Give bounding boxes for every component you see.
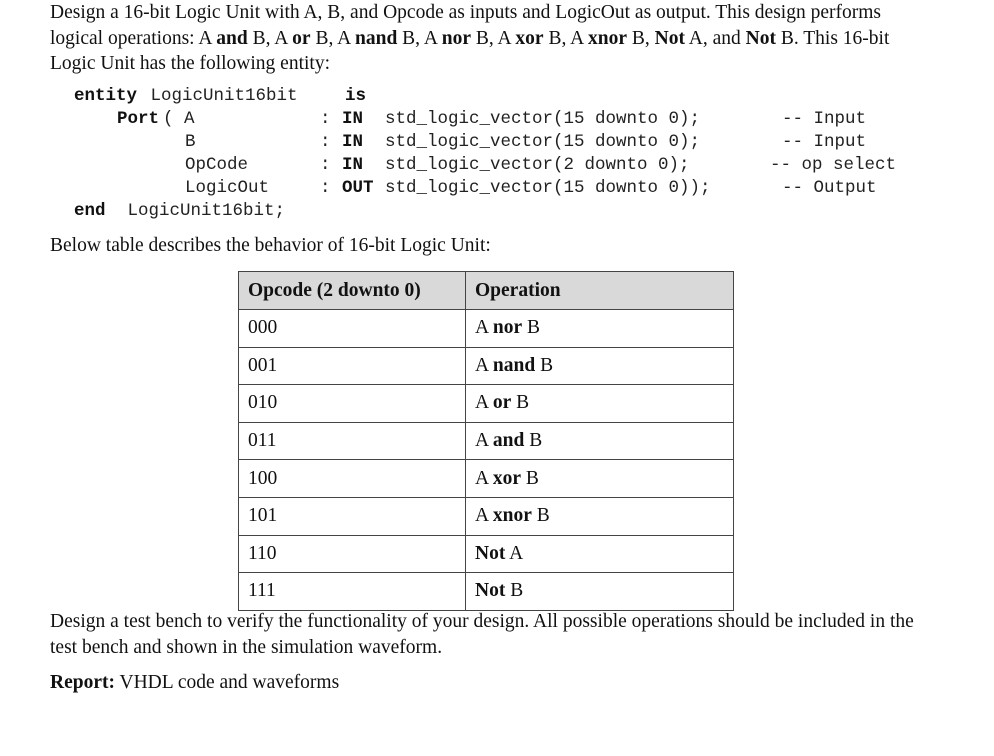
keyword-or: or [292,27,311,49]
code-colon: : [320,155,331,175]
table-header-row [239,272,734,310]
code-port-a: ( A [163,109,195,129]
code-keyword-is: is [345,86,367,106]
intro-text-4: B, A [397,27,442,49]
vhdl-entity-code [0,0,994,230]
code-comment-logicout: -- Output [782,178,877,198]
opcode-cell: 010 [239,385,466,423]
opcode-cell: 110 [239,535,466,573]
opcode-cell: 111 [239,573,466,611]
intro-text-2: B, A [247,27,293,49]
code-keyword-entity: entity [74,86,138,106]
code-type-logicout: std_logic_vector(15 downto 0)); [385,178,711,198]
table-row [239,497,734,535]
code-dir-a: IN [342,109,364,129]
intro-text-9: B. This 16-bit Logic Unit has the following entity: [50,27,890,74]
code-keyword-end: end [74,201,106,221]
keyword-nand: nand [355,27,398,49]
code-type-a: std_logic_vector(15 downto 0); [385,109,701,129]
operation-cell: Not A [466,535,734,573]
header-operation: Operation [466,272,734,310]
table-row [239,535,734,573]
keyword-not-b: Not [745,27,776,49]
keyword-xnor: xnor [588,27,628,49]
code-colon: : [320,132,331,152]
operation-cell: A nor B [466,310,734,348]
operation-cell: Not B [466,573,734,611]
intro-text-8: A, and [684,27,746,49]
keyword-nor: nor [441,27,471,49]
code-comment-b: -- Input [782,132,867,152]
code-dir-logicout: OUT [342,178,374,198]
code-port-b: B [185,132,196,152]
opcode-cell: 101 [239,497,466,535]
code-end-name: LogicUnit16bit; [117,201,286,221]
code-entity-name: LogicUnit16bit [140,86,309,106]
code-colon: : [320,109,331,129]
keyword-not-a: Not [654,27,685,49]
opcode-cell: 011 [239,422,466,460]
table-row [239,310,734,348]
intro-text-5: B, A [470,27,516,49]
intro-text-1: Design a 16-bit Logic Unit with A, B, and Opcode as inputs and LogicOut as output. This design performs logical operations: A [50,2,881,49]
table-row [239,422,734,460]
operation-cell: A xnor B [466,497,734,535]
operation-cell: A and B [466,422,734,460]
table-row [239,385,734,423]
opcode-cell: 001 [239,347,466,385]
table-row [239,347,734,385]
report-label: Report: [50,672,115,693]
operation-cell: A or B [466,385,734,423]
opcode-cell: 000 [239,310,466,348]
code-colon: : [320,178,331,198]
code-dir-opcode: IN [342,155,364,175]
testbench-paragraph: Design a test bench to verify the functionality of your design. All possible operations should be included in the test bench and shown in the simulation waveform. [50,611,914,658]
header-opcode: Opcode (2 downto 0) [239,272,466,310]
intro-text-7: B, [627,27,655,49]
code-port-opcode: OpCode [185,155,249,175]
code-type-b: std_logic_vector(15 downto 0); [385,132,701,152]
table-intro: Below table describes the behavior of 16-bit Logic Unit: [50,235,491,256]
code-comment-opcode: -- op select [770,155,897,175]
code-keyword-port: Port [117,109,160,129]
operation-cell: A xor B [466,460,734,498]
code-dir-b: IN [342,132,364,152]
operation-cell: A nand B [466,347,734,385]
code-type-opcode: std_logic_vector(2 downto 0); [385,155,690,175]
report-line [50,672,339,694]
code-comment-a: -- Input [782,109,867,129]
opcode-cell: 100 [239,460,466,498]
code-port-logicout: LogicOut [185,178,270,198]
table-row [239,460,734,498]
intro-text-6: B, A [543,27,589,49]
keyword-xor: xor [515,27,544,49]
intro-text-3: B, A [310,27,355,49]
keyword-and: and [216,27,248,49]
opcode-table [238,271,734,611]
report-text: VHDL code and waveforms [114,672,340,693]
table-row [239,573,734,611]
